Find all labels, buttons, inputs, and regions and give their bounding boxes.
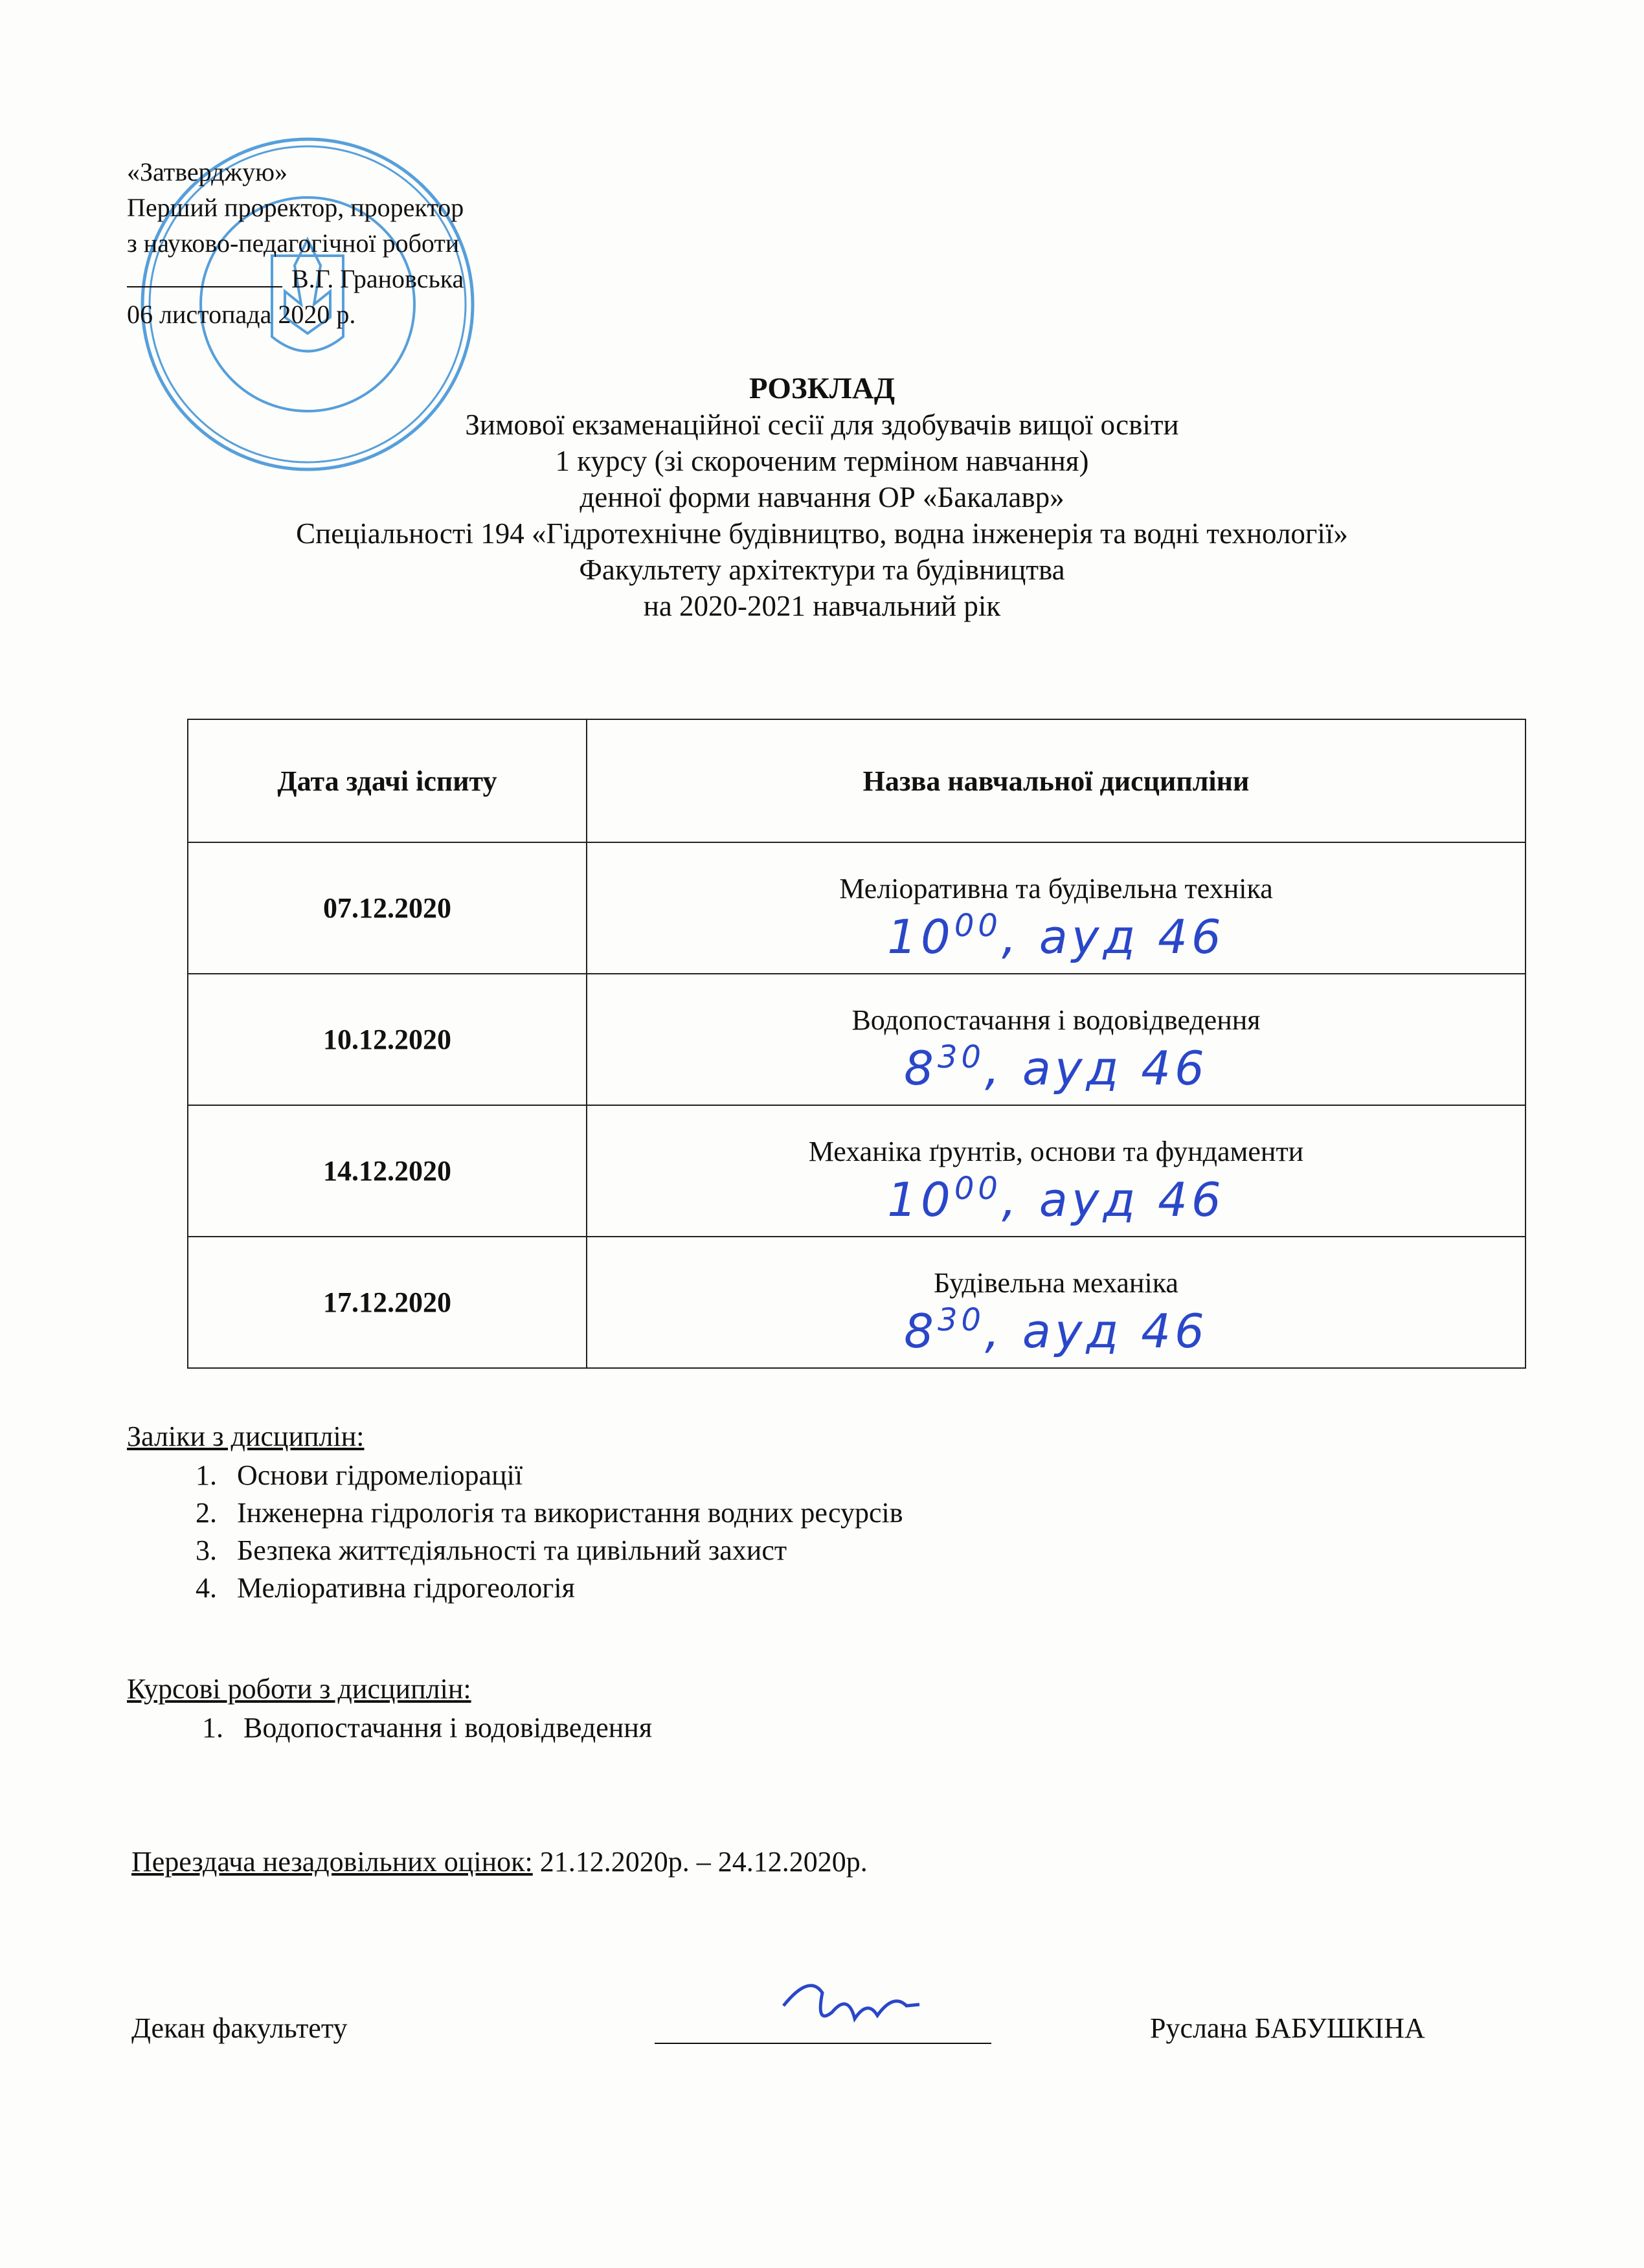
credits-title: Заліки з дисциплін: [127, 1420, 365, 1452]
note-time-minutes: 30 [937, 1039, 985, 1075]
exam-date: 17.12.2020 [188, 1237, 587, 1368]
approval-block [127, 154, 464, 332]
approval-date: 06 листопада 2020 р. [127, 300, 356, 329]
coursework-section [127, 1670, 652, 1747]
handwritten-note [587, 1039, 1525, 1095]
heading-line-4: Спеціальності 194 «Гідротехнічне будівництво, водна інженерія та водні технології» [296, 517, 1348, 550]
note-room: , ауд 46 [1001, 1173, 1225, 1227]
note-time: 10 [887, 1173, 954, 1227]
document-title: РОЗКЛАД [749, 372, 895, 405]
approval-position-1: Перший проректор, проректор [127, 193, 464, 222]
list-item: 1. Водопостачання і водовідведення [231, 1709, 652, 1747]
retake-dates: 21.12.2020р. – 24.12.2020р. [532, 1846, 868, 1878]
credits-list [127, 1457, 903, 1607]
note-time: 8 [904, 1304, 938, 1358]
handwritten-note [587, 908, 1525, 964]
exam-schedule-table [187, 719, 1526, 1369]
list-item: 2. Інженерна гідрологія та використання водних ресурсів [224, 1494, 903, 1532]
exam-date: 07.12.2020 [188, 842, 587, 974]
dean-label: Декан факультету [131, 2012, 348, 2044]
table-header-row [188, 719, 1526, 842]
table-row [188, 1237, 1526, 1368]
heading-line-3: денної форми навчання ОР «Бакалавр» [580, 481, 1064, 513]
approval-signer-row [127, 261, 464, 297]
table-row [188, 842, 1526, 974]
note-room: , ауд 46 [1001, 910, 1225, 964]
note-time-minutes: 00 [954, 908, 1002, 944]
table-row [188, 1105, 1526, 1237]
credits-section [127, 1418, 903, 1607]
exam-date: 10.12.2020 [188, 974, 587, 1105]
header-subject: Назва навчальної дисципліни [587, 719, 1526, 842]
handwritten-note [587, 1302, 1525, 1358]
heading-line-2: 1 курсу (зі скороченим терміном навчання) [555, 445, 1089, 477]
heading-line-5: Факультету архітектури та будівництва [579, 554, 1065, 586]
exam-subject-cell [587, 974, 1526, 1105]
exam-date: 14.12.2020 [188, 1105, 587, 1237]
approval-signer: В.Г. Грановська [291, 264, 464, 293]
retake-label: Перездача незадовільних оцінок: [131, 1846, 533, 1878]
list-item: 1. Основи гідромеліорації [224, 1457, 903, 1494]
heading-line-1: Зимової екзаменаційної сесії для здобувачів вищої освіти [465, 409, 1179, 441]
exam-subject: Будівельна механіка [934, 1267, 1178, 1299]
dean-signature-icon [771, 1967, 926, 2045]
exam-subject: Меліоративна та будівельна техніка [839, 873, 1273, 904]
handwritten-note [587, 1171, 1525, 1227]
exam-subject-cell [587, 1105, 1526, 1237]
note-time: 10 [887, 910, 954, 964]
note-time: 8 [904, 1041, 938, 1095]
approval-position-2: з науково-педагогічної роботи [127, 229, 460, 258]
coursework-title: Курсові роботи з дисциплін: [127, 1673, 471, 1705]
table-row [188, 974, 1526, 1105]
dean-signature-line [655, 2043, 991, 2044]
retake-line [131, 1845, 868, 1878]
list-item: 4. Меліоративна гідрогеологія [224, 1569, 903, 1607]
exam-subject-cell [587, 842, 1526, 974]
list-item: 3. Безпека життєдіяльності та цивільний захист [224, 1532, 903, 1569]
exam-subject-cell [587, 1237, 1526, 1368]
signature-line [127, 264, 282, 287]
document-heading [0, 370, 1644, 624]
dean-name: Руслана БАБУШКІНА [1150, 2012, 1425, 2044]
note-time-minutes: 30 [937, 1302, 985, 1338]
exam-subject: Водопостачання і водовідведення [851, 1004, 1261, 1036]
note-room: , ауд 46 [985, 1304, 1208, 1358]
header-date: Дата здачі іспиту [188, 719, 587, 842]
note-room: , ауд 46 [985, 1041, 1208, 1095]
note-time-minutes: 00 [954, 1171, 1002, 1207]
approval-heading: «Затверджую» [127, 157, 287, 186]
coursework-list [127, 1709, 652, 1747]
heading-line-6: на 2020-2021 навчальний рік [643, 590, 1001, 622]
exam-subject: Механіка ґрунтів, основи та фундаменти [808, 1136, 1304, 1167]
